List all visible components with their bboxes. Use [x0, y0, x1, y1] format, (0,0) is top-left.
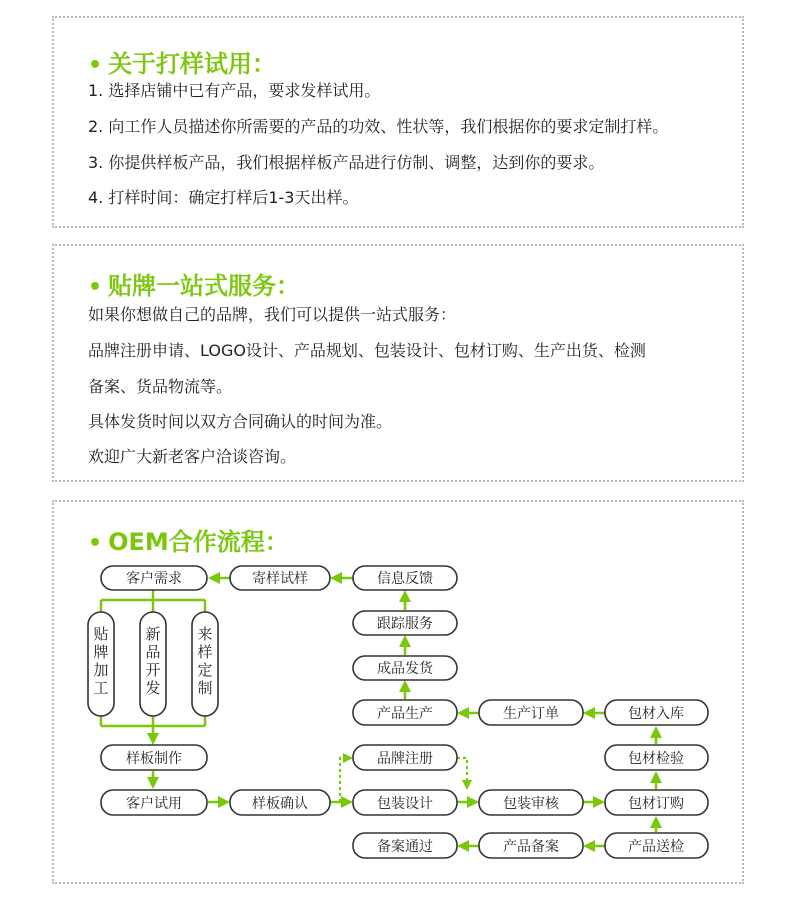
product-production-node: [353, 700, 457, 725]
sample-confirm-label: 样板确认: [252, 796, 308, 812]
send-sample-label: 寄样试样: [252, 571, 308, 587]
info-feedback-node: [353, 566, 457, 590]
material-purchase-node: [605, 790, 708, 815]
brand-registration-node: [353, 745, 457, 770]
material-purchase-label: 包材订购: [628, 796, 684, 812]
custom-sample-branch-node: [192, 612, 218, 716]
new-product-branch-node: [140, 612, 166, 716]
package-design-label: 包装设计: [377, 796, 433, 812]
filing-passed-label: 备案通过: [377, 839, 433, 855]
svg-text:品: 品: [145, 643, 161, 661]
brand-line-4: 具体发货时间以双方合同确认的时间为准。: [88, 412, 393, 431]
send-sample-node: [230, 566, 330, 590]
material-storage-label: 包材入库: [628, 706, 684, 722]
package-review-label: 包装审核: [503, 796, 559, 812]
material-inspection-node: [605, 745, 708, 770]
customer-demand-node: [101, 566, 207, 590]
customer-trial-node: [101, 790, 207, 815]
svg-text:制: 制: [197, 679, 213, 697]
tracking-service-label: 跟踪服务: [377, 616, 433, 632]
product-inspection-node: [605, 833, 708, 858]
svg-text:开: 开: [145, 661, 161, 679]
package-review-node: [479, 790, 583, 815]
sample-making-node: [101, 745, 207, 770]
oem-process-title: OEM合作流程：: [108, 528, 289, 556]
sample-line-4: 4. 打样时间：确定打样后1-3天出样。: [88, 188, 359, 207]
oem-label-branch-node: [88, 612, 114, 716]
customer-trial-label: 客户试用: [126, 796, 182, 812]
svg-text:贴: 贴: [93, 625, 109, 643]
finished-shipping-node: [353, 656, 457, 680]
info-feedback-label: 信息反馈: [377, 571, 433, 587]
bullet-icon: •: [88, 275, 103, 300]
product-production-label: 产品生产: [377, 706, 433, 722]
sample-making-label: 样板制作: [126, 751, 182, 767]
svg-text:工: 工: [93, 679, 109, 697]
material-storage-node: [605, 700, 708, 725]
customer-demand-label: 客户需求: [126, 571, 182, 587]
svg-text:样: 样: [197, 643, 213, 661]
product-inspection-label: 产品送检: [628, 839, 684, 855]
svg-text:来: 来: [197, 625, 213, 643]
sample-confirm-node: [230, 790, 330, 815]
production-order-label: 生产订单: [503, 706, 559, 722]
svg-text:发: 发: [145, 679, 161, 697]
material-inspection-label: 包材检验: [628, 751, 684, 767]
package-design-node: [353, 790, 457, 815]
tracking-service-node: [353, 611, 457, 635]
product-filing-node: [479, 833, 583, 858]
brand-line-1: 如果你想做自己的品牌，我们可以提供一站式服务：: [88, 305, 457, 324]
finished-shipping-label: 成品发货: [377, 661, 433, 677]
brand-line-3: 备案、货品物流等。: [88, 377, 233, 396]
brand-line-2: 品牌注册申请、LOGO设计、产品规划、包装设计、包材订购、生产出货、检测: [88, 341, 646, 360]
bullet-icon: •: [88, 53, 103, 78]
sample-trial-title: 关于打样试用：: [108, 50, 277, 78]
bullet-icon: •: [88, 531, 103, 556]
sample-line-2: 2. 向工作人员描述你所需要的产品的功效、性状等，我们根据你的要求定制打样。: [88, 117, 669, 136]
svg-text:加: 加: [93, 661, 109, 679]
filing-passed-node: [353, 833, 457, 858]
sample-line-3: 3. 你提供样板产品，我们根据样板产品进行仿制、调整，达到你的要求。: [88, 153, 605, 172]
svg-text:定: 定: [197, 661, 213, 679]
production-order-node: [479, 700, 583, 725]
product-filing-label: 产品备案: [503, 839, 559, 855]
svg-text:新: 新: [145, 625, 161, 643]
sample-line-1: 1. 选择店铺中已有产品，要求发样试用。: [88, 81, 381, 100]
brand-service-title: 贴牌一站式服务：: [108, 272, 301, 300]
brand-line-5: 欢迎广大新老客户洽谈咨询。: [88, 447, 297, 466]
brand-registration-label: 品牌注册: [377, 751, 433, 767]
svg-text:牌: 牌: [93, 643, 109, 661]
